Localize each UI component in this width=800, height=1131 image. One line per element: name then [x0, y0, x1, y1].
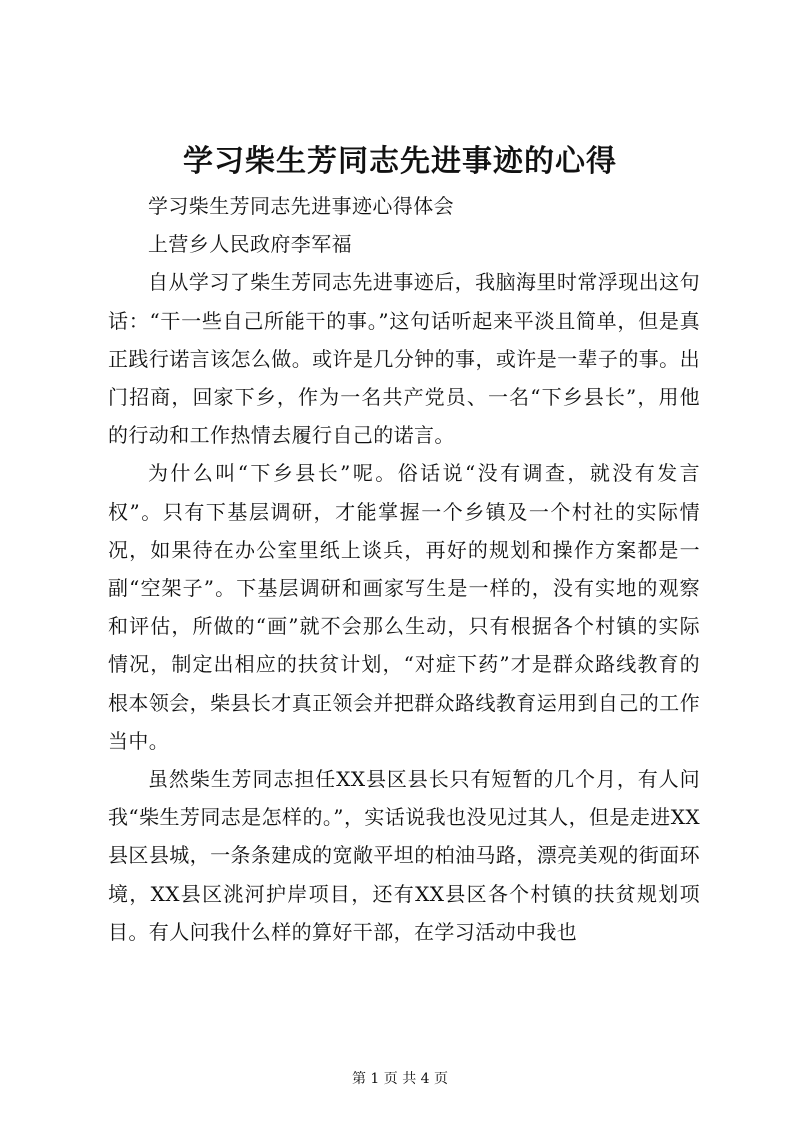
body-paragraph: 自从学习了柴生芳同志先进事迹后，我脑海里时常浮现出这句话：“干一些自己所能干的事。”这句话听起来平淡且简单，但是真正践行诺言该怎么做。或许是几分钟的事，或许是一辈子的事。出门招商，回家下乡，作为一名共产党员、一名“下乡县长”，用他的行动和工作热情去履行自己的诺言。	[108, 270, 700, 448]
document-title: 学习柴生芳同志先进事迹的心得	[183, 144, 617, 179]
document-body	[108, 187, 700, 951]
body-paragraph: 为什么叫“下乡县长”呢。俗话说“没有调查，就没有发言权”。只有下基层调研，才能掌握一个乡镇及一个村社的实际情况，如果待在办公室里纸上谈兵，再好的规划和操作方案都是一副“空架子”。下基层调研和画家写生是一样的，没有实地的观察和评估，所做的“画”就不会那么生动，只有根据各个村镇的实际情况，制定出相应的扶贫计划，“对症下药”才是群众路线教育的根本领会，柴县长才真正领会并把群众路线教育运用到自己的工作当中。	[108, 461, 700, 753]
body-paragraph: 虽然柴生芳同志担任XX县区县长只有短暂的几个月，有人问我“柴生芳同志是怎样的。”，实话说我也没见过其人，但是走进XX县区县城，一条条建成的宽敞平坦的柏油马路，漂亮美观的街面环境，XX县区洮河护岸项目，还有XX县区各个村镇的扶贫规划项目。有人问我什么样的算好干部，在学习活动中我也	[108, 767, 700, 944]
author-paragraph: 上营乡人民政府李军福	[148, 232, 352, 257]
subtitle-paragraph: 学习柴生芳同志先进事迹心得体会	[148, 194, 454, 218]
page-footer: 第 1 页 共 4 页	[351, 1071, 449, 1087]
